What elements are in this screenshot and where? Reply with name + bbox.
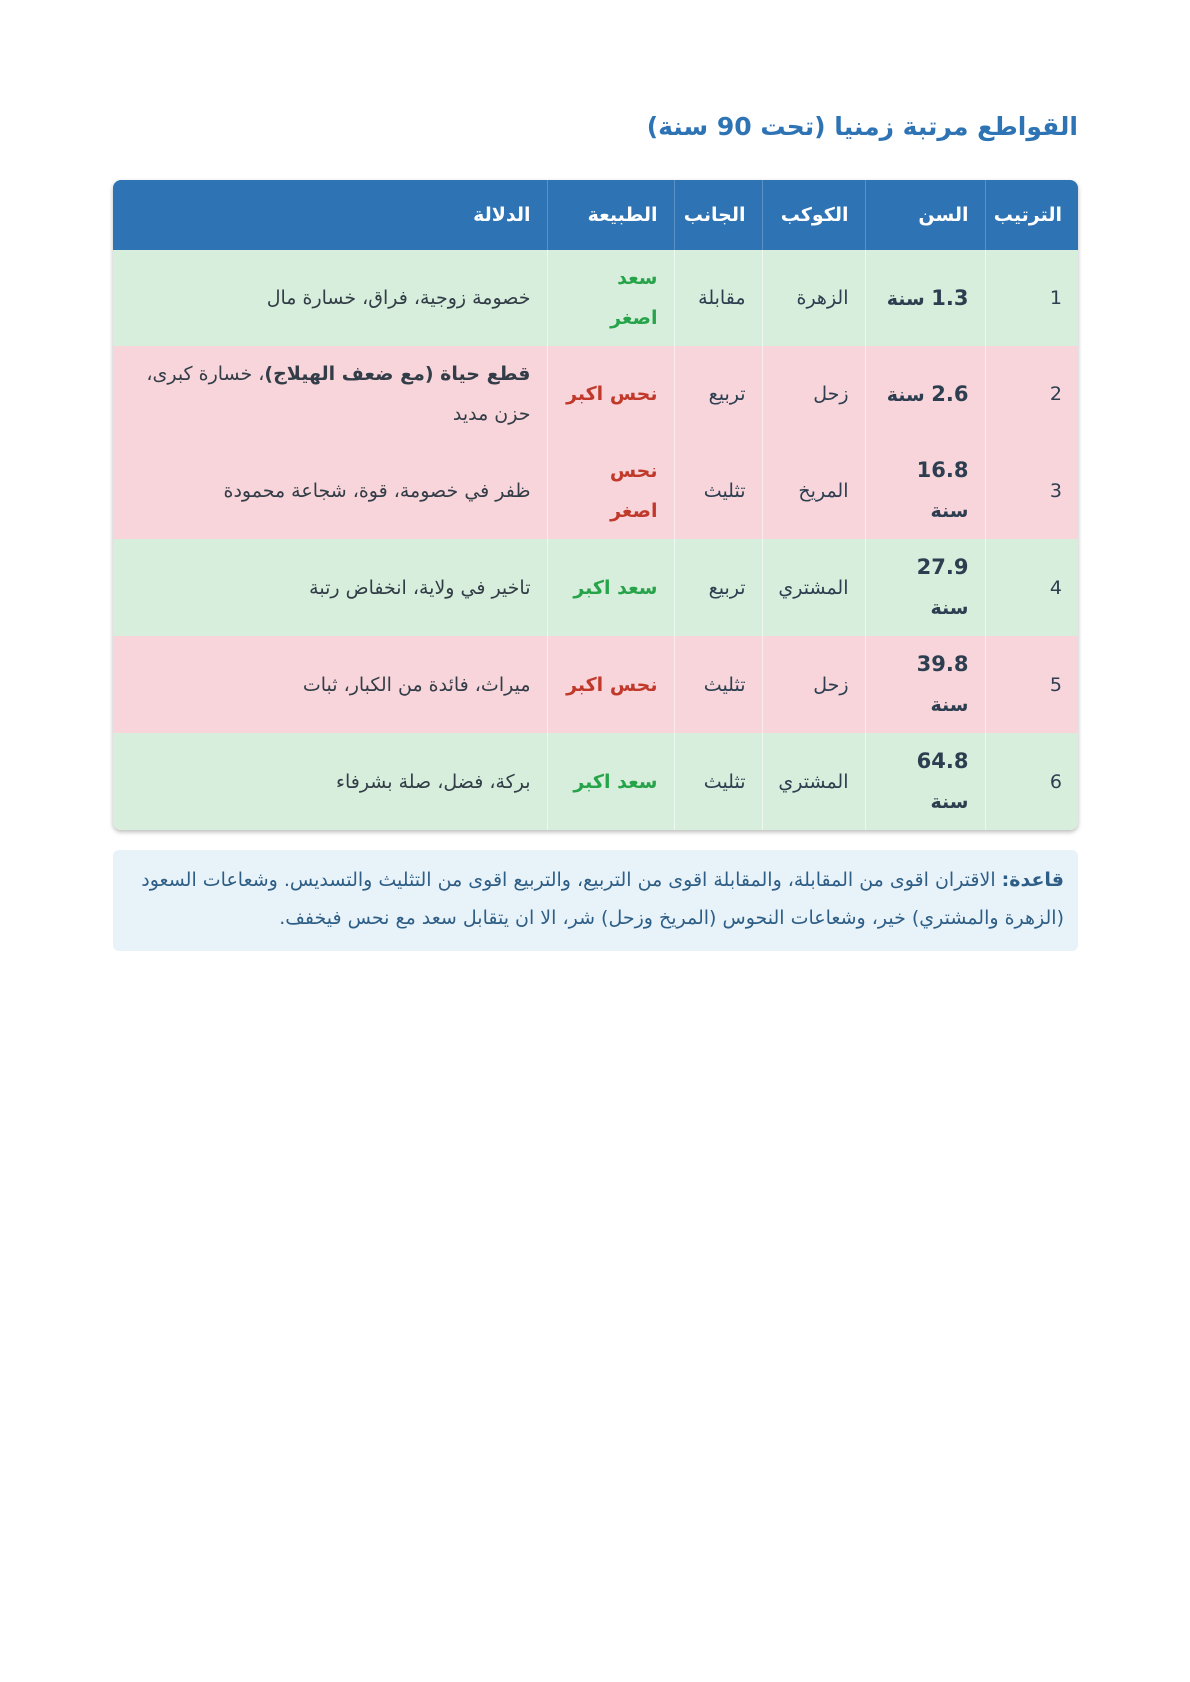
age-value: 39.8 [916, 652, 969, 676]
cell-aspect: تربيع [674, 346, 762, 442]
meaning-text: ، خسارة كبرى، حزن مديد [146, 363, 531, 425]
cell-rank: 2 [985, 346, 1078, 442]
cell-planet: المريخ [762, 442, 865, 539]
cell-rank: 5 [985, 636, 1078, 733]
cell-age [865, 346, 985, 442]
meaning-text: خصومة زوجية، فراق، خسارة مال [266, 287, 531, 309]
cell-aspect: مقابلة [674, 250, 762, 346]
header-nature: الطبيعة [547, 180, 674, 250]
cell-planet: زحل [762, 636, 865, 733]
cell-rank: 6 [985, 733, 1078, 830]
cell-age [865, 250, 985, 346]
cell-aspect: تربيع [674, 539, 762, 636]
cell-planet: المشتري [762, 539, 865, 636]
cell-rank: 3 [985, 442, 1078, 539]
meaning-text: ميراث، فائدة من الكبار، ثبات [302, 673, 531, 696]
cell-nature: سعد اصغر [547, 250, 674, 346]
cell-aspect: تثليث [674, 636, 762, 733]
cell-nature: سعد اكبر [547, 539, 674, 636]
header-rank: الترتيب [985, 180, 1078, 250]
cell-meaning [113, 442, 547, 539]
cell-meaning [113, 733, 547, 830]
meaning-text: بركة، فضل، صلة بشرفاء [336, 770, 531, 793]
meaning-text: ظفر في خصومة، قوة، شجاعة محمودة [223, 479, 531, 502]
rule-note [113, 850, 1078, 951]
age-value: 16.8 [916, 458, 969, 482]
page-title: القواطع مرتبة زمنيا (تحت 90 سنة) [646, 112, 1078, 141]
cell-aspect: تثليث [674, 442, 762, 539]
cell-nature: نحس اكبر [547, 346, 674, 442]
cell-planet: زحل [762, 346, 865, 442]
table-row [113, 442, 1078, 539]
cell-planet: المشتري [762, 733, 865, 830]
cell-age [865, 442, 985, 539]
cutoffs-table-container [113, 180, 1078, 830]
age-unit: سنة [886, 383, 925, 406]
age-unit: سنة [930, 694, 969, 716]
cell-nature: نحس اكبر [547, 636, 674, 733]
cell-rank: 1 [985, 250, 1078, 346]
cell-age [865, 636, 985, 733]
cell-age [865, 539, 985, 636]
cell-nature: سعد اكبر [547, 733, 674, 830]
age-unit: سنة [930, 500, 969, 522]
meaning-bold: قطع حياة (مع ضعف الهيلاج) [264, 363, 531, 385]
table-row [113, 636, 1078, 733]
table-row [113, 346, 1078, 442]
age-value: 64.8 [916, 749, 969, 773]
age-unit: سنة [930, 791, 969, 813]
cell-age [865, 733, 985, 830]
note-text: الاقتران اقوى من المقابلة، والمقابلة اقوى من التربيع، والتربيع اقوى من التثليث والتسديس. وشعاعات السعود (الزهرة والمشتري) خير، وشعاعات النحوس (المريخ وزحل) شر، الا ان يتقابل سعد مع نحس فيخفف. [141, 869, 1064, 929]
cell-meaning [113, 636, 547, 733]
meaning-text: تاخير في ولاية، انخفاض رتبة [309, 576, 531, 599]
header-age: السن [865, 180, 985, 250]
age-value: 1.3 [931, 285, 969, 310]
age-value: 2.6 [931, 381, 969, 406]
cell-rank: 4 [985, 539, 1078, 636]
table-header-row [113, 180, 1078, 250]
cell-aspect: تثليث [674, 733, 762, 830]
cell-planet: الزهرة [762, 250, 865, 346]
header-meaning: الدلالة [113, 180, 547, 250]
cutoffs-table [113, 180, 1078, 830]
age-value: 27.9 [916, 555, 969, 579]
cell-nature: نحس اصغر [547, 442, 674, 539]
table-row [113, 539, 1078, 636]
cell-meaning [113, 539, 547, 636]
header-planet: الكوكب [762, 180, 865, 250]
header-aspect: الجانب [674, 180, 762, 250]
table-row [113, 733, 1078, 830]
note-label: قاعدة: [1001, 869, 1064, 891]
cell-meaning [113, 250, 547, 346]
cell-meaning [113, 346, 547, 442]
table-row [113, 250, 1078, 346]
age-unit: سنة [930, 597, 969, 619]
age-unit: سنة [886, 287, 925, 310]
